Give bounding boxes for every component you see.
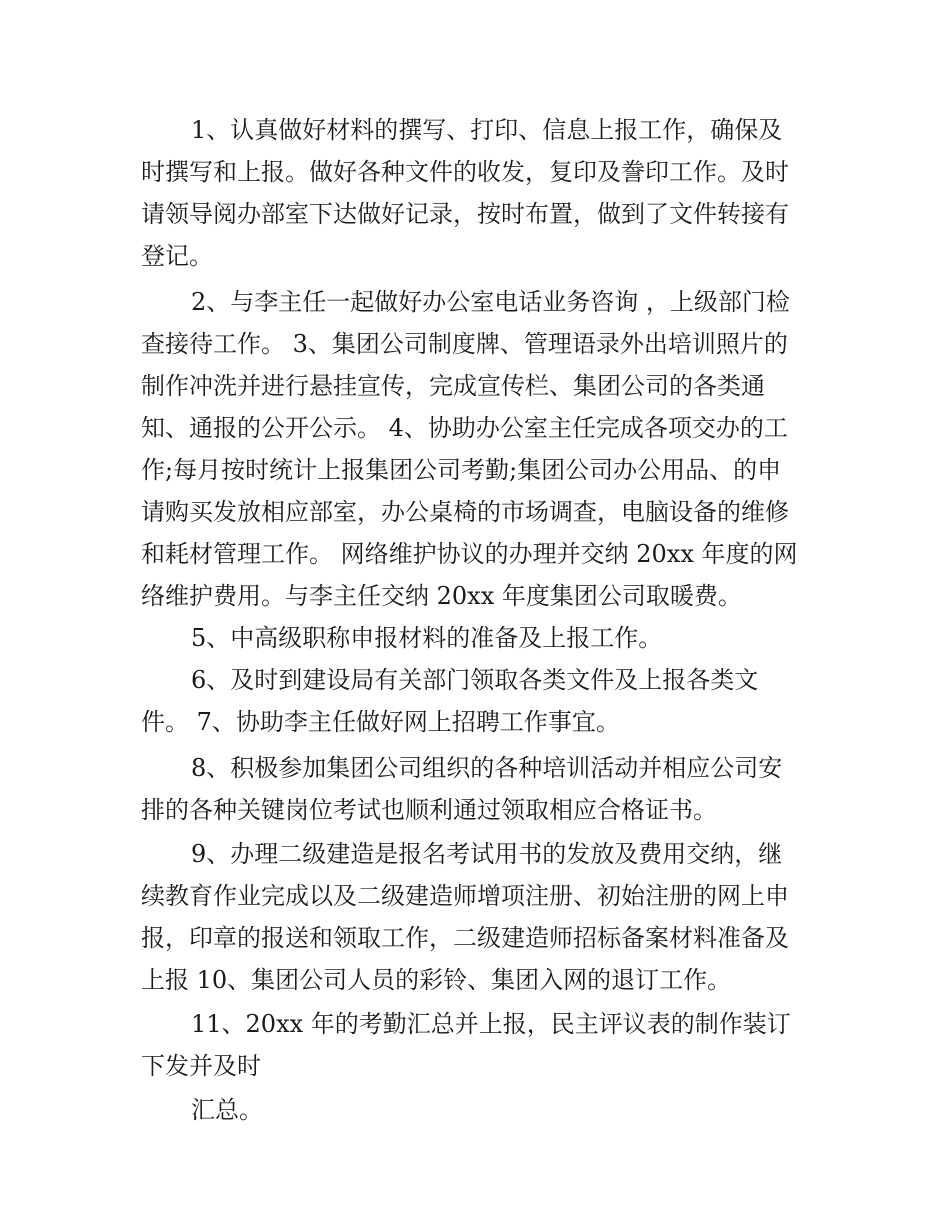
text-line: 报，印章的报送和领取工作，二级建造师招标备案材料准备及 xyxy=(141,924,789,952)
text-line: 和耗材管理工作。 网络维护协议的办理并交纳 20xx 年度的网 xyxy=(141,540,798,568)
text-line: 下发并及时 xyxy=(141,1052,261,1080)
text-line: 排的各种关键岗位考试也顺利通过领取相应合格证书。 xyxy=(141,796,717,824)
text-line: 件。 7、协助李主任做好网上招聘工作事宜。 xyxy=(141,708,620,736)
text-line: 络维护费用。与李主任交纳 20xx 年度集团公司取暖费。 xyxy=(141,582,742,610)
text-line: 请领导阅办部室下达做好记录，按时布置，做到了文件转接有 xyxy=(141,200,789,228)
text-line: 作;每月按时统计上报集团公司考勤;集团公司办公用品、的申 xyxy=(141,456,782,484)
text-line: 查接待工作。 3、集团公司制度牌、管理语录外出培训照片的 xyxy=(141,330,788,358)
text-line: 续教育作业完成以及二级建造师增项注册、初始注册的网上申 xyxy=(141,882,789,910)
text-line: 知、通报的公开公示。 4、协助办公室主任完成各项交办的工 xyxy=(141,414,788,442)
text-line: 11、20xx 年的考勤汇总并上报，民主评议表的制作装订 xyxy=(191,1010,791,1038)
text-line: 请购买发放相应部室，办公桌椅的市场调查，电脑设备的维修 xyxy=(141,498,789,526)
text-line: 时撰写和上报。做好各种文件的收发，复印及誊印工作。及时 xyxy=(141,158,789,186)
text-line: 9、办理二级建造是报名考试用书的发放及费用交纳，继 xyxy=(191,840,783,868)
text-line: 登记。 xyxy=(141,242,213,270)
text-line: 2、与李主任一起做好办公室电话业务咨询 ，上级部门检 xyxy=(191,288,790,316)
text-line: 8、积极参加集团公司组织的各种培训活动并相应公司安 xyxy=(191,754,783,782)
text-line: 1、认真做好材料的撰写、打印、信息上报工作，确保及 xyxy=(191,116,783,144)
text-line: 上报 10、集团公司人员的彩铃、集团入网的退订工作。 xyxy=(141,966,732,994)
text-line: 汇总。 xyxy=(191,1096,263,1124)
text-line: 5、中高级职称申报材料的准备及上报工作。 xyxy=(191,624,663,652)
text-line: 制作冲洗并进行悬挂宣传，完成宣传栏、集团公司的各类通 xyxy=(141,372,765,400)
text-line: 6、及时到建设局有关部门领取各类文件及上报各类文 xyxy=(191,666,759,694)
